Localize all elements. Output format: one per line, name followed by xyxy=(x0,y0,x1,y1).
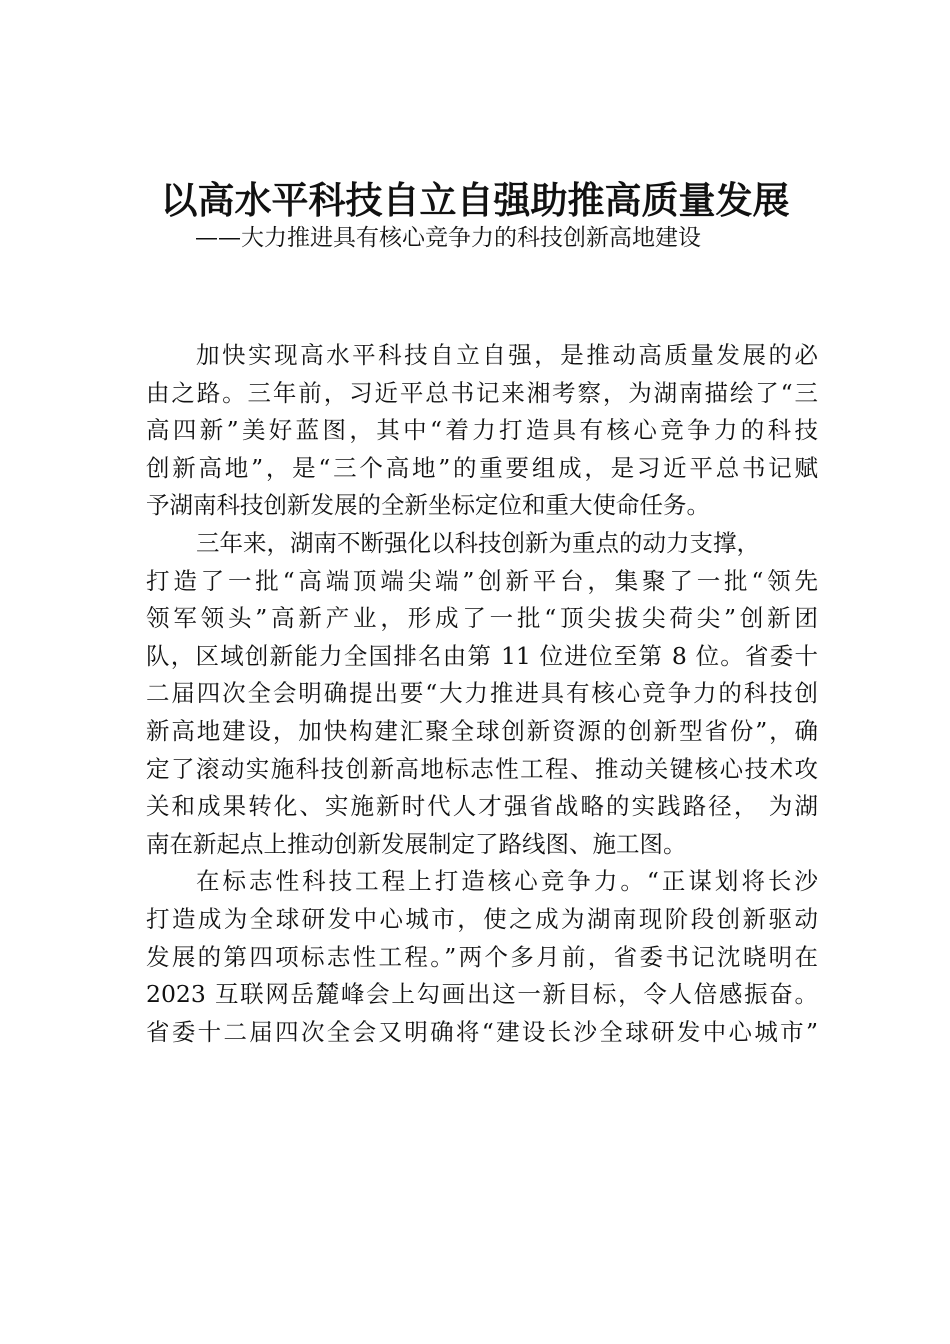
paragraph-2-line: 队，区域创新能力全国排名由第 11 位进位至第 8 位。省委十 xyxy=(146,641,818,670)
paragraph-3-line: 发展的第四项标志性工程。”两个多月前，省委书记沈晓明在 xyxy=(146,942,818,971)
paragraph-1-line: 创新高地”，是“三个高地”的重要组成，是习近平总书记赋 xyxy=(146,453,818,482)
paragraph-2-line: 二届四次全会明确提出要“大力推进具有核心竞争力的科技创 xyxy=(146,679,818,708)
paragraph-2-line: 新高地建设，加快构建汇聚全球创新资源的创新型省份”，确 xyxy=(146,716,818,745)
paragraph-2-line: 关和成果转化、实施新时代人才强省战略的实践路径， 为湖 xyxy=(146,792,818,821)
paragraph-2-line: 南在新起点上推动创新发展制定了路线图、施工图。 xyxy=(146,829,687,858)
paragraph-1-line: 由之路。三年前，习近平总书记来湘考察，为湖南描绘了“三 xyxy=(146,378,818,407)
paragraph-2-line: 三年来，湖南不断强化以科技创新为重点的动力支撑， xyxy=(196,528,760,557)
paragraph-2-line: 领军领头”高新产业，形成了一批“顶尖拔尖荷尖”创新团 xyxy=(146,604,818,633)
paragraph-3-line: 在标志性科技工程上打造核心竞争力。“正谋划将长沙 xyxy=(196,867,818,896)
paragraph-1-line: 高四新”美好蓝图，其中“着力打造具有核心竞争力的科技 xyxy=(146,416,818,445)
paragraph-1-line: 加快实现高水平科技自立自强，是推动高质量发展的必 xyxy=(196,341,818,369)
paragraph-2-line: 定了滚动实施科技创新高地标志性工程、推动关键核心技术攻 xyxy=(146,754,818,783)
document-title: 以高水平科技自立自强助推高质量发展 xyxy=(160,178,790,222)
paragraph-3-line: 省委十二届四次全会又明确将“建设长沙全球研发中心城市” xyxy=(146,1017,818,1046)
paragraph-3-line: 打造成为全球研发中心城市，使之成为湖南现阶段创新驱动 xyxy=(146,904,818,933)
paragraph-1-line: 予湖南科技创新发展的全新坐标定位和重大使命任务。 xyxy=(146,491,710,520)
document-body xyxy=(146,337,818,1051)
paragraph-3-line: 2023 互联网岳麓峰会上勾画出这一新目标，令人倍感振奋。 xyxy=(146,980,818,1009)
document-subtitle: ——大力推进具有核心竞争力的科技创新高地建设 xyxy=(195,225,701,251)
paragraph-2-line: 打造了一批“高端顶端尖端”创新平台，集聚了一批“领先 xyxy=(146,566,818,595)
